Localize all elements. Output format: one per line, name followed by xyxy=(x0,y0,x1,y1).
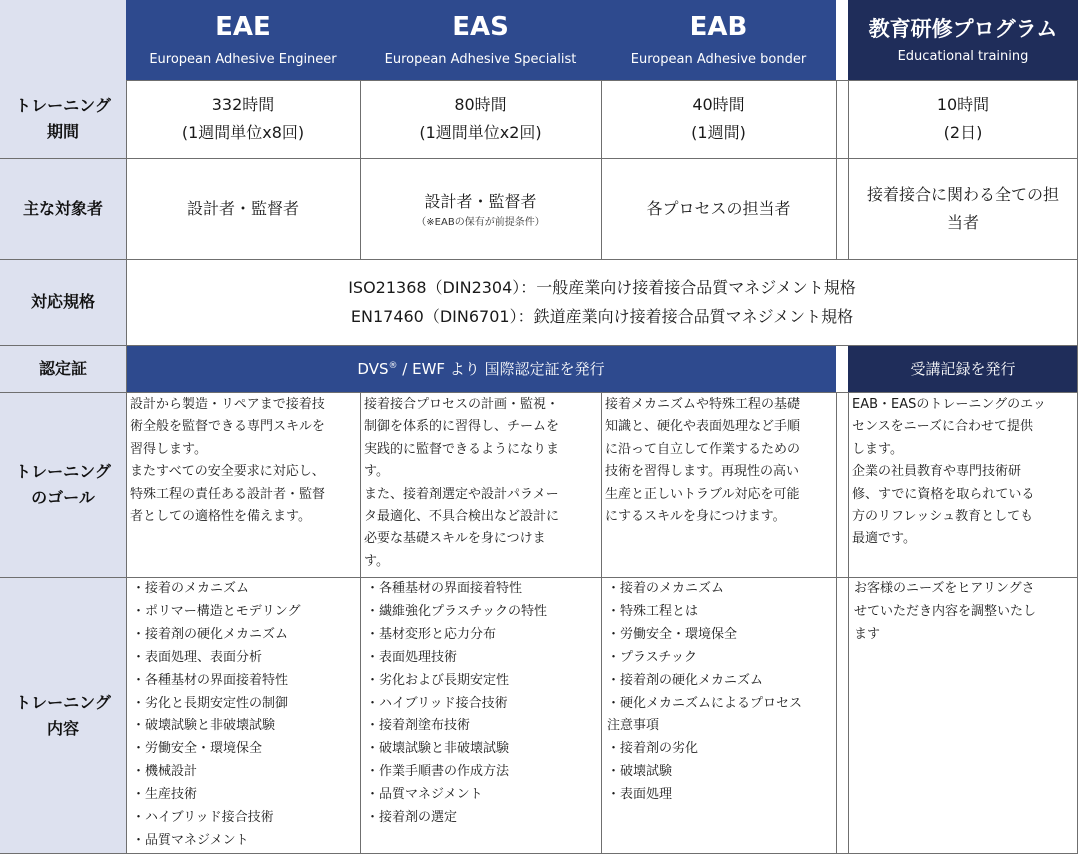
header-eae xyxy=(126,0,360,80)
header-eas-subtitle: European Adhesive Specialist xyxy=(384,52,577,67)
audience-eas-note: （※EABの保有が前提条件） xyxy=(416,216,545,228)
row-label-standards: 対応規格 xyxy=(0,259,126,345)
row-label-audience: 主な対象者 xyxy=(0,158,126,259)
header-eab-title: EAB xyxy=(689,12,748,42)
divider xyxy=(601,392,602,854)
divider xyxy=(836,392,837,854)
row-label-certificate: 認定証 xyxy=(0,345,126,392)
content-eae: ・接着のメカニズム ・ポリマー構造とモデリング ・接着剤の硬化メカニズム ・表面処理、表面分析 ・各種基材の界面接着特性 ・劣化と長期安定性の制御 ・破壊試験と非破壊試験 ・労働安全・環境保全 ・機械設計 ・生産技術 ・ハイブリッド接合技術 ・品質マネジメント xyxy=(132,581,301,848)
goal-edu: EAB・EASのトレーニングのエッ センスをニーズに合わせて提供 します。 企業の社員教育や専門技術研 修、すでに資格を取られている 方のリフレッシュ教育としても 最適です。 xyxy=(852,397,1046,547)
row-label-goal: トレーニング のゴール xyxy=(0,392,126,577)
header-eae-title: EAE xyxy=(215,12,271,42)
header-eas-title: EAS xyxy=(452,12,509,42)
header-edu-subtitle: Educational training xyxy=(897,49,1029,64)
content-eab: ・接着のメカニズム ・特殊工程とは ・労働安全・環境保全 ・プラスチック ・接着剤の硬化メカニズム ・硬化メカニズムによるプロセス 注意事項 ・接着剤の劣化 ・破壊試験 ・表面処理 xyxy=(607,581,803,803)
divider xyxy=(848,392,849,854)
header-eab-subtitle: European Adhesive bonder xyxy=(630,52,807,67)
goal-eab: 接着メカニズムや特殊工程の基礎 知識と、硬化や表面処理など手順 に沿って自立して作業するための 技術を習得します。再現性の高い 生産と正しいトラブル対応を可能 にするスキルを身につけます。 xyxy=(605,397,801,525)
row-label-content: トレーニング 内容 xyxy=(0,577,126,854)
audience-eab: 各プロセスの担当者 xyxy=(646,198,791,218)
goal-eae: 設計から製造・リペアまで接着技 術全般を監督できる専門スキルを 習得します。 またすべての安全要求に対応し、 特殊工程の責任ある設計者・監督 者としての適格性を備えます。 xyxy=(130,397,326,525)
divider xyxy=(0,392,1078,393)
divider xyxy=(836,80,837,259)
duration-edu: 10時間 (2日) xyxy=(936,95,990,142)
standard-en: EN17460（DIN6701）：鉄道産業向け接着接合品質マネジメント規格 xyxy=(350,307,854,326)
header-eab xyxy=(601,0,836,80)
content-eas: ・各種基材の界面接着特性 ・繊維強化プラスチックの特性 ・基材変形と応力分布 ・表面処理技術 ・劣化および長期安定性 ・ハイブリッド接合技術 ・接着剤塗布技術 ・破壊試験と非破壊試験 ・作業手順書の作成方法 ・品質マネジメント ・接着剤の選定 xyxy=(366,581,547,826)
divider xyxy=(0,259,1078,260)
duration-eas: 80時間 (1週間単位x2回) xyxy=(419,95,542,142)
divider xyxy=(126,80,1078,81)
header-edu-title: 教育研修プログラム xyxy=(868,17,1058,41)
header-eae-subtitle: European Adhesive Engineer xyxy=(149,52,337,67)
row-label-duration: トレーニング 期間 xyxy=(0,80,126,158)
corner-cell xyxy=(0,0,126,80)
content-edu: お客様のニーズをヒアリングさ せていただき内容を調整いたし ます xyxy=(854,581,1037,642)
header-edu xyxy=(848,0,1078,80)
goal-eas: 接着接合プロセスの計画・監視・ 制御を体系的に習得し、チームを 実践的に監督できるようになりま す。 また、接着剤選定や設計パラメー タ最適化、不具合検出など設計に 必要な基礎スキルを身につけま す。 xyxy=(364,397,560,569)
duration-eab: 40時間 (1週間) xyxy=(691,95,746,142)
divider xyxy=(601,80,602,259)
divider xyxy=(0,577,1078,578)
audience-eas: 設計者・監督者 （※EABの保有が前提条件） xyxy=(416,191,545,228)
divider xyxy=(360,80,361,259)
certificate-main: DVS® / EWF より 国際認定証を発行 xyxy=(126,345,836,392)
standards-cell xyxy=(126,259,1078,345)
divider xyxy=(848,80,849,259)
audience-edu: 接着接合に関わる全ての担 当者 xyxy=(866,184,1059,232)
divider xyxy=(126,80,127,854)
divider xyxy=(0,345,1078,346)
standard-iso: ISO21368（DIN2304）：一般産業向け接着接合品質マネジメント規格 xyxy=(348,278,856,297)
certificate-edu: 受講記録を発行 xyxy=(848,345,1078,392)
divider xyxy=(360,392,361,854)
header-eas xyxy=(360,0,601,80)
divider xyxy=(0,158,1078,159)
audience-eae: 設計者・監督者 xyxy=(186,198,299,218)
duration-eae: 332時間 (1週間単位x8回) xyxy=(181,95,305,142)
